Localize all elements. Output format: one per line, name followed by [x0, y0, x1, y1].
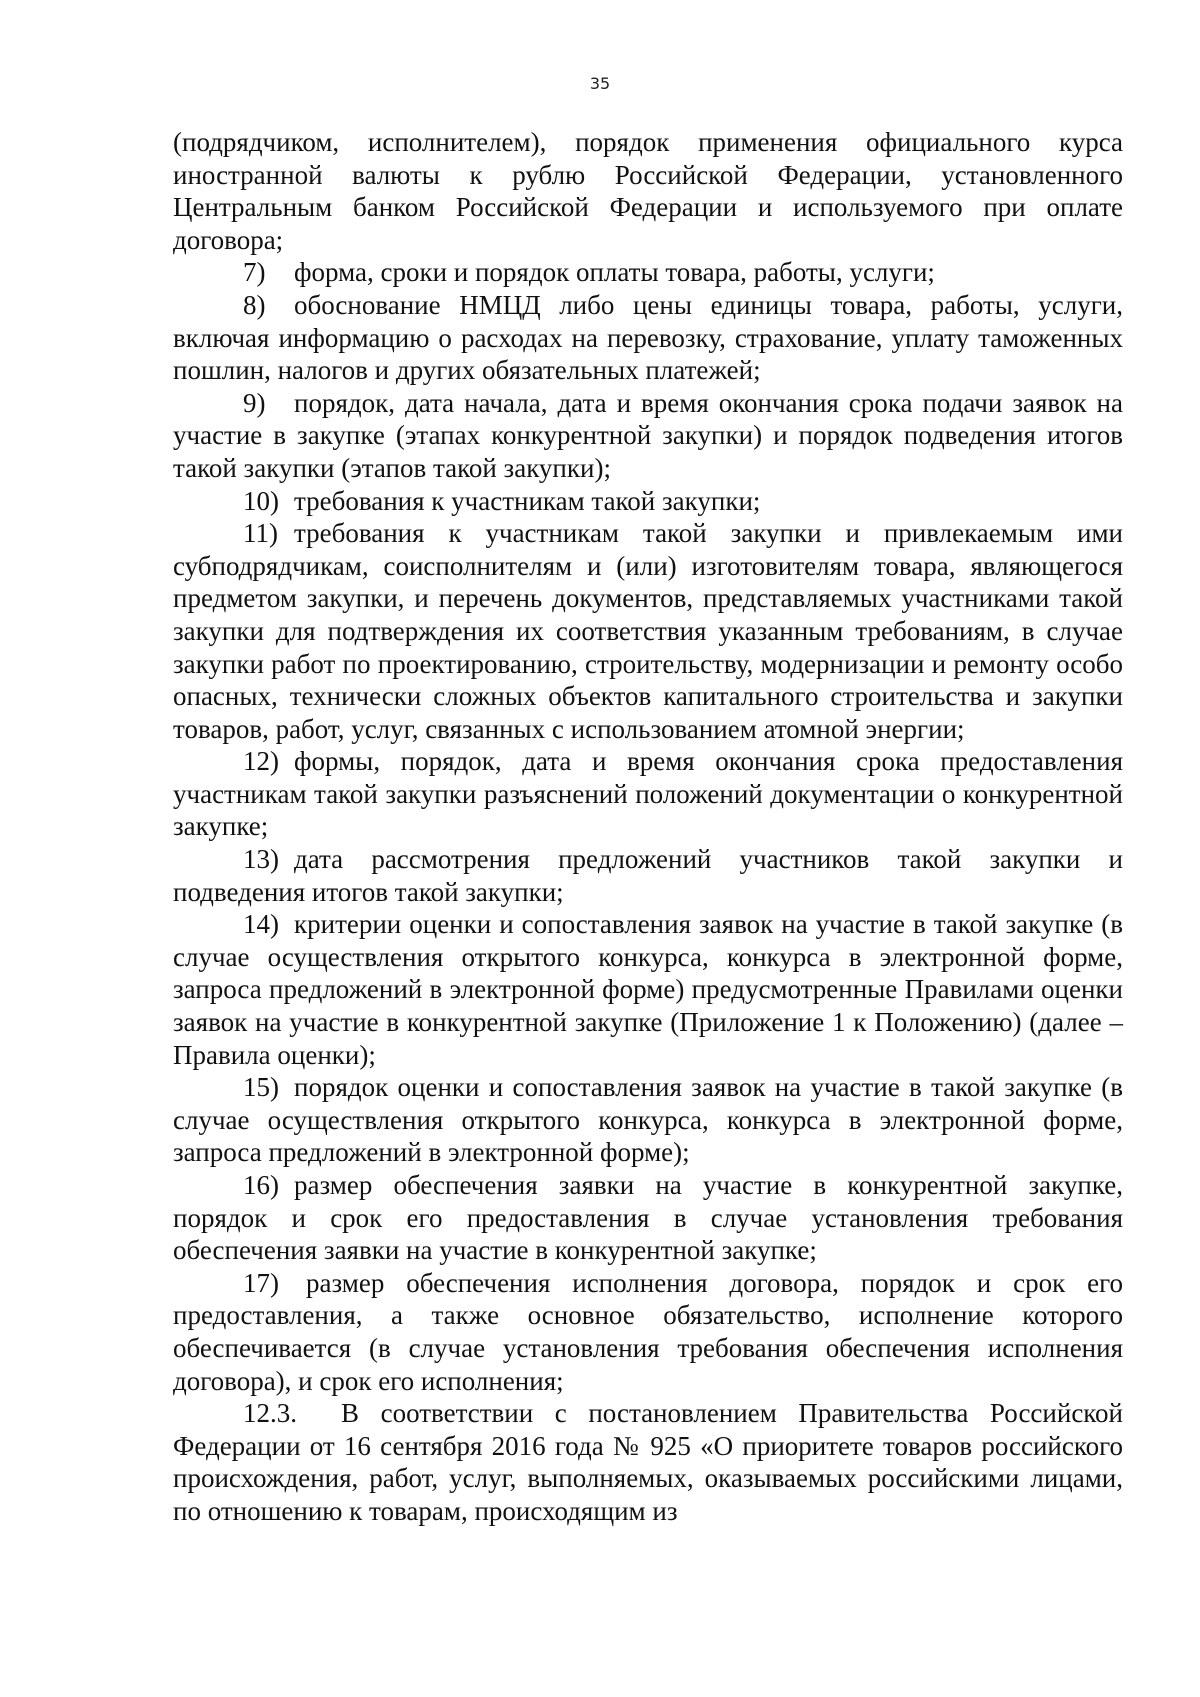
list-item-text: порядок, дата начала, дата и время окончания срока подачи заявок на участие в закупке (этапах конкурентной закупки) и порядок подведения итогов такой закупки (этапов такой закупки); — [173, 387, 1123, 483]
list-item-14 — [173, 908, 1123, 1071]
list-item-text: требования к участникам такой закупки; — [294, 485, 761, 516]
list-item-number: 12) — [243, 746, 279, 777]
list-item-text: размер обеспечения исполнения договора, порядок и срок его предоставления, а также основное обязательство, исполнение которого обеспечивается (в случае установления требования обеспечения исполнения договора), и срок его исполнения; — [173, 1267, 1123, 1396]
list-item-text: дата рассмотрения предложений участников такой закупки и подведения итогов такой закупки; — [173, 844, 1123, 907]
list-item-number: 13) — [243, 844, 279, 875]
list-item-9 — [173, 387, 1123, 485]
page-number: 35 — [589, 74, 611, 93]
section-number: 12.3. — [243, 1398, 297, 1429]
list-item-8 — [173, 289, 1123, 387]
list-item-number: 15) — [243, 1072, 279, 1103]
list-item-17 — [173, 1267, 1123, 1397]
list-item-number: 17) — [243, 1267, 279, 1298]
list-item-10 — [173, 485, 1123, 518]
list-item-number: 9) — [243, 387, 266, 418]
paragraph-continuation — [173, 126, 1123, 256]
list-item-7 — [173, 256, 1123, 289]
list-item-text: обоснование НМЦД либо цены единицы товара, работы, услуги, включая информацию о расходах на перевозку, страхование, уплату таможенных пошлин, налогов и других обязательных платежей; — [173, 289, 1123, 386]
list-item-text: форма, сроки и порядок оплаты товара, работы, услуги; — [294, 257, 935, 288]
list-item-12 — [173, 745, 1123, 843]
list-item-number: 14) — [243, 909, 279, 940]
document-body — [173, 126, 1123, 1528]
paragraph-text: (подрядчиком, исполнителем), порядок применения официального курса иностранной валюты к рублю Российской Федерации, установленного Центральным банком Российской Федерации и используемого при оплате договора; — [173, 127, 1123, 255]
list-item-15 — [173, 1071, 1123, 1169]
section-12-3 — [173, 1397, 1123, 1527]
list-item-number: 8) — [243, 289, 266, 320]
list-item-number: 7) — [243, 257, 266, 288]
list-item-number: 10) — [243, 485, 279, 516]
list-item-number: 16) — [243, 1170, 279, 1200]
list-item-text: формы, порядок, дата и время окончания срока предоставления участникам такой закупки разъяснений положений документации о конкурентной закупке; — [173, 746, 1123, 842]
list-item-11 — [173, 517, 1123, 745]
list-item-16 — [173, 1169, 1123, 1267]
list-item-text: критерии оценки и сопоставления заявок на участие в такой закупке (в случае осуществления открытого конкурса, конкурса в электронной форме, запроса предложений в электронной форме) предусмотренные Правилами оценки заявок на участие в конкурентной закупке (Приложение 1 к Положению) (далее – Правила оценки); — [173, 909, 1123, 1070]
list-item-text: порядок оценки и сопоставления заявок на участие в такой закупке (в случае осуществления открытого конкурса, конкурса в электронной форме, запроса предложений в электронной форме); — [173, 1072, 1123, 1168]
list-item-text: требования к участникам такой закупки и привлекаемым ими субподрядчикам, соисполнителям и (или) изготовителям товара, являющегося предметом закупки, и перечень документов, представляемых участниками такой закупки для подтверждения их соответствия указанным требованиям, в случае закупки работ по проектированию, строительству, модернизации и ремонту особо опасных, технически сложных объектов капитального строительства и закупки товаров, работ, услуг, связанных с использованием атомной энергии; — [173, 518, 1123, 744]
list-item-text: размер обеспечения заявки на участие в конкурентной закупке, порядок и срок его предоставления в случае установления требования обеспечения заявки на участие в конкурентной закупке; — [173, 1170, 1123, 1266]
list-item-number: 11) — [243, 518, 278, 549]
list-item-13 — [173, 843, 1123, 908]
section-text: В соответствии с постановлением Правительства Российской Федерации от 16 сентября 2016 года № 925 «О приоритете товаров российского происхождения, работ, услуг, выполняемых, оказываемых российскими лицами, по отношению к товарам, происходящим из — [173, 1398, 1123, 1526]
